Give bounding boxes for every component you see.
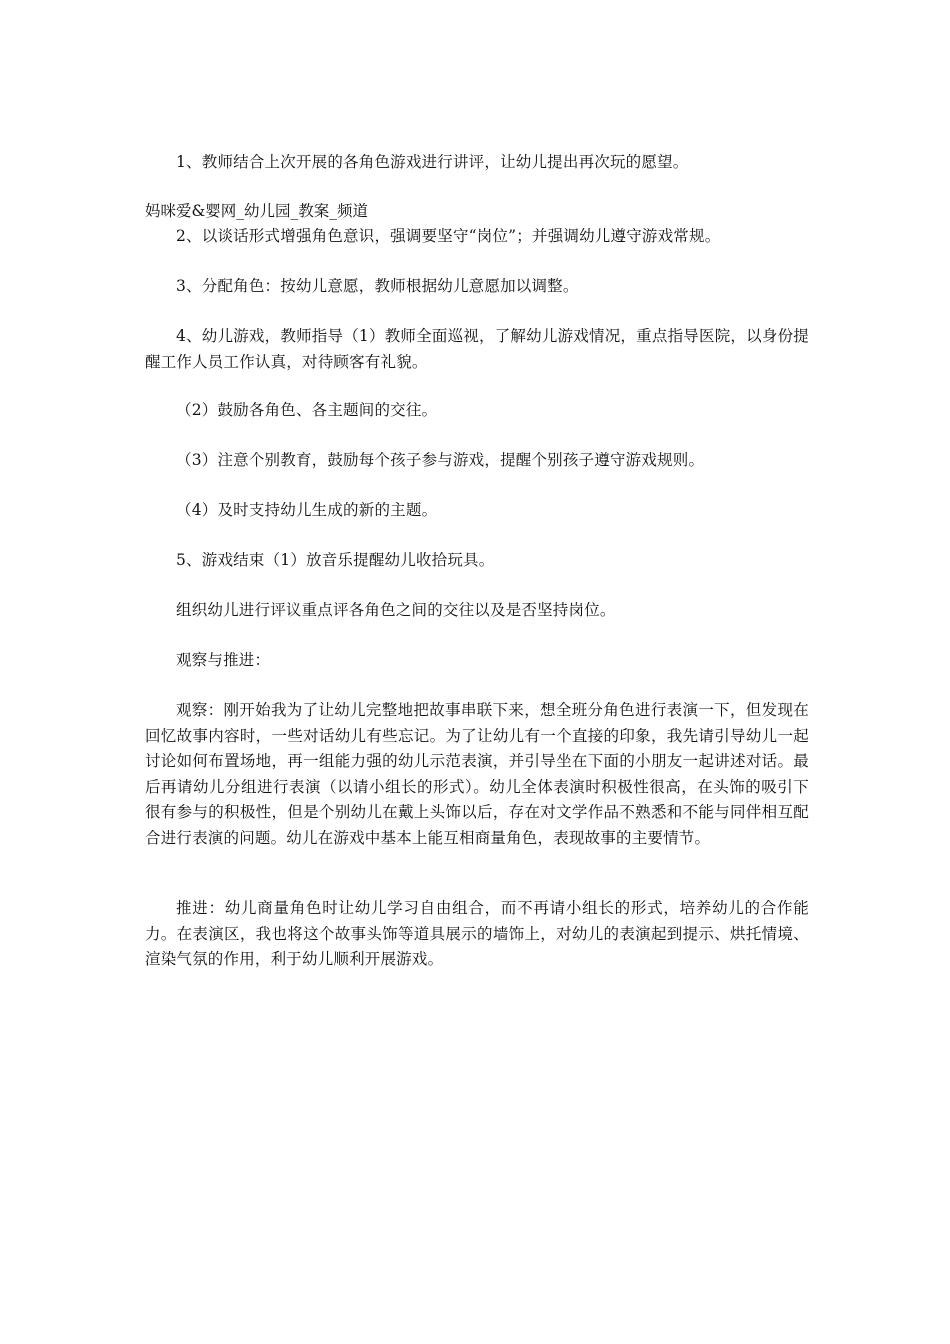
paragraph-step-3: 3、分配角色：按幼儿意愿，教师根据幼儿意愿加以调整。: [176, 277, 579, 295]
paragraph-step-4-2: （2）鼓励各角色、各主题间的交往。: [176, 401, 438, 419]
paragraph-advancement: 推进：幼儿商量角色时让幼儿学习自由组合，而不再请小组长的形式，培养幼儿的合作能力。在表演区，我也将这个故事头饰等道具展示的墙饰上，对幼儿的表演起到提示、烘托情境、渲染气氛的作用，利于幼儿顺利开展游戏。: [145, 899, 809, 968]
paragraph-heading-observation: 观察与推进：: [176, 651, 271, 669]
paragraph-evaluation: 组织幼儿进行评议重点评各角色之间的交往以及是否坚持岗位。: [176, 601, 616, 619]
source-line: 妈咪爱&婴网_幼儿园_教案_频道: [145, 202, 369, 220]
paragraph-step-2: 2、以谈话形式增强角色意识，强调要坚守“岗位”；并强调幼儿遵守游戏常规。: [176, 227, 721, 245]
paragraph-step-5: 5、游戏结束（1）放音乐提醒幼儿收拾玩具。: [176, 551, 495, 569]
paragraph-observation: 观察：刚开始我为了让幼儿完整地把故事串联下来，想全班分角色进行表演一下，但发现在回忆故事内容时，一些对话幼儿有些忘记。为了让幼儿有一个直接的印象，我先请引导幼儿一起讨论如何布置场地，再一组能力强的幼儿示范表演，并引导坐在下面的小朋友一起讲述对话。最后再请幼儿分组进行表演（以请小组长的形式）。幼儿全体表演时积极性很高，在头饰的吸引下很有参与的积极性，但是个别幼儿在戴上头饰以后，存在对文学作品不熟悉和不能与同伴相互配合进行表演的问题。幼儿在游戏中基本上能互相商量角色，表现故事的主要情节。: [145, 701, 809, 847]
paragraph-step-4-3: （3）注意个别教育，鼓励每个孩子参与游戏，提醒个别孩子遵守游戏规则。: [176, 451, 705, 469]
paragraph-step-1: 1、教师结合上次开展的各角色游戏进行讲评，让幼儿提出再次玩的愿望。: [176, 153, 689, 171]
paragraph-step-4: 4、幼儿游戏，教师指导（1）教师全面巡视，了解幼儿游戏情况，重点指导医院，以身份提醒工作人员工作认真，对待顾客有礼貌。: [145, 327, 809, 371]
paragraph-step-4-4: （4）及时支持幼儿生成的新的主题。: [176, 501, 438, 519]
